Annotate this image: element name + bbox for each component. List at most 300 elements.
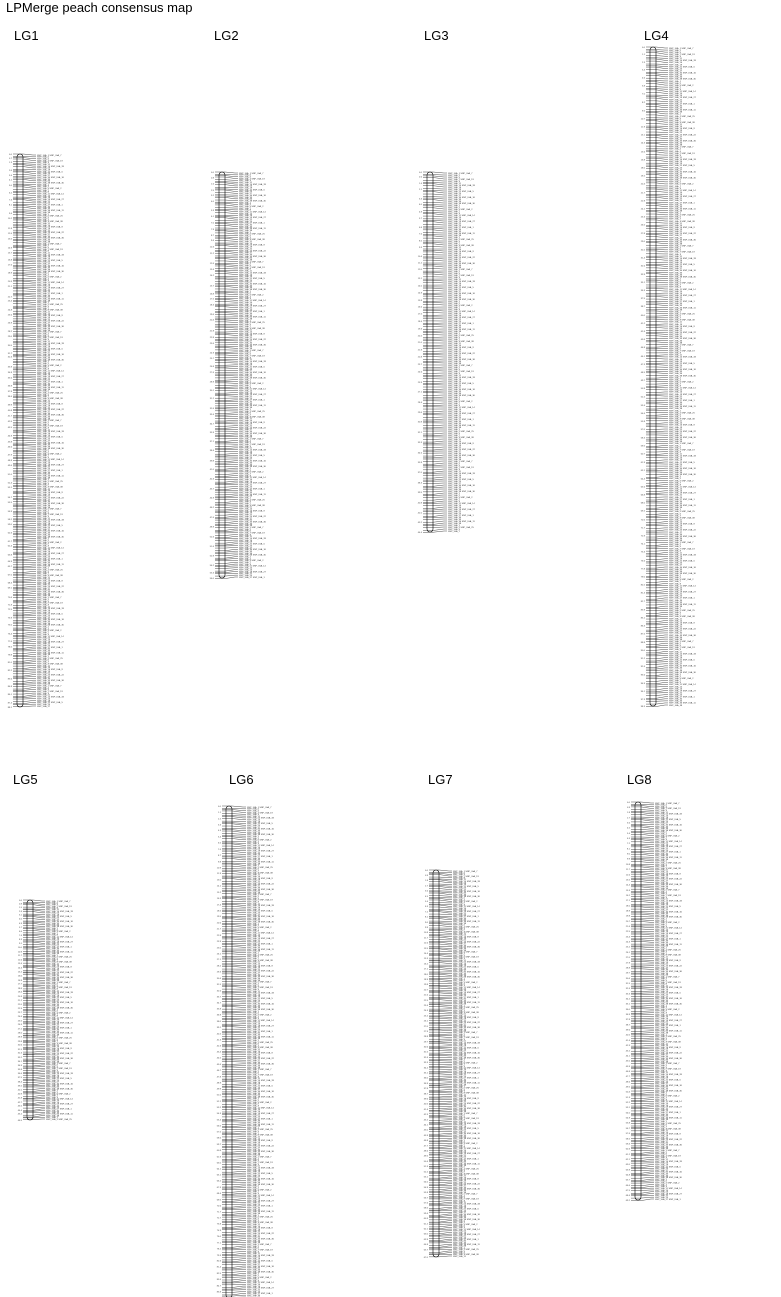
position-label: 27.1 bbox=[216, 959, 221, 962]
position-label: 20.3 bbox=[7, 281, 12, 284]
marker-label: SNP_IGA_5 bbox=[247, 1160, 259, 1163]
position-label: 5.4 bbox=[217, 836, 221, 839]
marker-label: SNP_IGA_1 bbox=[448, 204, 460, 207]
position-label: 58.6 bbox=[216, 1137, 221, 1140]
position-label: 72.9 bbox=[640, 535, 645, 538]
marker-label: SNP_IGA_19 SNP_IGA_27 bbox=[669, 690, 696, 693]
position-label: 83.6 bbox=[216, 1279, 221, 1282]
position-label: 14.9 bbox=[7, 247, 12, 250]
position-label: 42.7 bbox=[17, 1101, 22, 1104]
position-label: 76.4 bbox=[7, 633, 12, 636]
marker-label: SNP_IGA_5 bbox=[37, 689, 49, 692]
position-label: 37.5 bbox=[17, 1077, 22, 1080]
marker-label: SNP_IGA_14 SNP_IGA_33 bbox=[247, 1254, 274, 1257]
position-label: 77.1 bbox=[216, 1242, 221, 1245]
marker-label: SNP_IGA_11 SNP_IGA_14 bbox=[37, 458, 64, 461]
marker-label: SNP_IGA_22 bbox=[37, 407, 51, 410]
marker-label: SNP_IGA_2 SNP_IGA_25 bbox=[46, 956, 72, 959]
marker-label: SNP_IGA_38 SNP_IGA_30 bbox=[247, 1096, 274, 1099]
marker-label: SNP_IGA_14 bbox=[247, 1050, 261, 1053]
marker-label: SNP_IGA_25 bbox=[453, 914, 467, 917]
position-label: 37.5 bbox=[640, 298, 645, 301]
marker-label: SNP_IGA_22 bbox=[37, 495, 51, 498]
marker-label: SNP_IGA_11 bbox=[669, 58, 682, 61]
position-label: 14.0 bbox=[417, 285, 422, 288]
marker-label: SNP_IGA_16 SNP_IGA_9 bbox=[239, 244, 265, 247]
marker-label: SNP_IGA_2 bbox=[37, 333, 49, 336]
marker-label: SNP_IGA_22 bbox=[247, 881, 261, 884]
marker-label: SNP_IGA_38 bbox=[37, 654, 51, 657]
marker-label: SNP_IGA_33 SNP_IGA_36 bbox=[453, 1027, 480, 1030]
position-label: 87.4 bbox=[7, 702, 12, 705]
marker-label: SNP_IGA_25 bbox=[247, 1262, 261, 1265]
position-label: 8.5 bbox=[418, 240, 422, 243]
position-label: 22.0 bbox=[17, 1003, 22, 1006]
marker-label: SNP_IGA_38 SNP_IGA_30 bbox=[247, 1008, 274, 1011]
position-label: 12.6 bbox=[209, 263, 214, 266]
marker-label: SNP_IGA_38 bbox=[448, 522, 462, 525]
marker-label: SNP_IGA_14 bbox=[37, 195, 51, 198]
marker-label: SNP_IGA_25 SNP_IGA_22 bbox=[239, 427, 266, 430]
marker-label: SNP_IGA_5 bbox=[46, 1066, 58, 1069]
marker-label: SNP_IGA_7 SNP_IGA_19 bbox=[669, 350, 695, 353]
marker-label: SNP_IGA_27 bbox=[448, 482, 462, 485]
marker-label: SNP_IGA_22 SNP_IGA_5 bbox=[453, 885, 479, 888]
marker-label: SNP_IGA_38 bbox=[37, 477, 51, 480]
marker-label: SNP_IGA_16 bbox=[453, 1043, 467, 1046]
marker-label: SNP_IGA_22 bbox=[239, 307, 253, 310]
position-label: 27.1 bbox=[417, 391, 422, 394]
marker-label: SNP_IGA_19 bbox=[669, 525, 683, 528]
marker-label: SNP_IGA_33 SNP_IGA_36 bbox=[448, 454, 475, 457]
marker-label: SNP_IGA_2 SNP_IGA_25 bbox=[669, 115, 695, 118]
marker-label: SNP_IGA_14 bbox=[669, 620, 683, 623]
position-label: 10.9 bbox=[17, 951, 22, 954]
marker-label: SNP_IGA_19 bbox=[669, 459, 683, 462]
marker-label: SNP_IGA_36 SNP_IGA_11 bbox=[247, 1123, 274, 1126]
marker-label: SNP_IGA_19 bbox=[46, 914, 60, 917]
marker-label: SNP_IGA_2 bbox=[239, 558, 251, 561]
marker-label: SNP_IGA_2 bbox=[247, 1245, 259, 1248]
marker-label: SNP_IGA_27 bbox=[669, 334, 683, 337]
marker-label: SNP_IGA_7 bbox=[239, 325, 251, 328]
marker-label: SNP_IGA_11 SNP_IGA_14 bbox=[37, 281, 64, 284]
marker-label: SNP_IGA_25 bbox=[669, 562, 683, 565]
position-label: 52.2 bbox=[640, 396, 645, 399]
marker-label: SNP_IGA_16 bbox=[669, 62, 683, 65]
marker-label: SNP_IGA_7 bbox=[247, 1103, 259, 1106]
position-label: 39.2 bbox=[17, 1085, 22, 1088]
marker-label: SNP_IGA_33 bbox=[247, 1209, 261, 1212]
marker-label: SNP_IGA_38 bbox=[669, 144, 683, 147]
marker-label: SNP_IGA_22 bbox=[669, 297, 683, 300]
marker-label: SNP_IGA_5 bbox=[46, 958, 58, 961]
marker-label: SNP_IGA_33 SNP_IGA_36 bbox=[239, 344, 266, 347]
marker-label: SNP_IGA_9 bbox=[46, 907, 58, 910]
position-label: 83.9 bbox=[640, 609, 645, 612]
position-label: 49.6 bbox=[7, 465, 12, 468]
marker-label: SNP_IGA_22 bbox=[448, 414, 462, 417]
position-label: 22.9 bbox=[17, 1008, 22, 1011]
marker-label: SNP_IGA_25 bbox=[669, 68, 683, 71]
marker-label: SNP_IGA_5 bbox=[239, 530, 251, 533]
marker-label: SNP_IGA_14 bbox=[448, 440, 462, 443]
marker-label: SNP_IGA_19 SNP_IGA_27 bbox=[37, 287, 64, 290]
marker-label: SNP_IGA_2 bbox=[37, 363, 49, 366]
marker-label: SNP_IGA_30 bbox=[669, 303, 683, 306]
position-label: 2.5 bbox=[210, 189, 214, 192]
position-label: 5.0 bbox=[8, 185, 12, 188]
marker-label: SNP_IGA_38 bbox=[239, 348, 253, 351]
position-label: 78.2 bbox=[216, 1248, 221, 1251]
marker-label: SNP_IGA_19 bbox=[669, 64, 683, 67]
marker-label: SNP_IGA_22 SNP_IGA_5 bbox=[669, 165, 695, 168]
position-label: 6.2 bbox=[8, 192, 12, 195]
marker-label: SNP_IGA_19 bbox=[239, 276, 253, 279]
marker-label: SNP_IGA_1 SNP_IGA_7 bbox=[37, 685, 62, 688]
marker-label: SNP_IGA_22 bbox=[37, 230, 51, 233]
marker-label: SNP_IGA_14 bbox=[37, 460, 51, 463]
position-label: 17.5 bbox=[209, 298, 214, 301]
marker-label: SNP_IGA_19 bbox=[453, 1018, 467, 1021]
marker-label: SNP_IGA_9 bbox=[669, 286, 681, 289]
marker-label: SNP_IGA_38 bbox=[37, 418, 51, 421]
marker-label: SNP_IGA_11 bbox=[239, 359, 252, 362]
marker-label: SNP_IGA_11 SNP_IGA_14 bbox=[247, 845, 274, 848]
marker-label: SNP_IGA_2 bbox=[247, 1012, 259, 1015]
marker-label: SNP_IGA_36 bbox=[669, 340, 683, 343]
marker-label: SNP_IGA_27 bbox=[669, 367, 683, 370]
marker-label: SNP_IGA_27 bbox=[669, 531, 683, 534]
marker-label: SNP_IGA_7 bbox=[669, 416, 681, 419]
marker-label: SNP_IGA_7 bbox=[669, 185, 681, 188]
marker-label: SNP_IGA_33 bbox=[669, 404, 683, 407]
marker-label: SNP_IGA_5 bbox=[37, 158, 49, 161]
marker-label: SNP_IGA_38 bbox=[669, 408, 683, 411]
marker-label: SNP_IGA_2 bbox=[247, 1274, 259, 1277]
marker-label: SNP_IGA_14 SNP_IGA_33 bbox=[247, 1080, 274, 1083]
marker-label: SNP_IGA_25 bbox=[669, 661, 683, 664]
marker-label: SNP_IGA_16 bbox=[669, 490, 683, 493]
marker-label: SNP_IGA_2 bbox=[247, 925, 259, 928]
marker-label: SNP_IGA_30 bbox=[37, 589, 51, 592]
marker-label: SNP_IGA_9 bbox=[669, 253, 681, 256]
marker-label: SNP_IGA_7 bbox=[448, 402, 460, 405]
position-label: 47.6 bbox=[209, 516, 214, 519]
position-label: 22.8 bbox=[216, 934, 221, 937]
marker-label: SNP_IGA_36 bbox=[239, 287, 253, 290]
marker-label: SNP_IGA_16 bbox=[37, 551, 51, 554]
marker-label: SNP_IGA_22 bbox=[448, 318, 462, 321]
marker-label: SNP_IGA_14 SNP_IGA_33 bbox=[247, 1167, 274, 1170]
marker-label: SNP_IGA_11 bbox=[247, 1165, 260, 1168]
marker-label: SNP_IGA_25 bbox=[448, 384, 462, 387]
marker-label: SNP_IGA_30 bbox=[448, 516, 462, 519]
position-label: 0.7 bbox=[8, 158, 12, 161]
marker-label: SNP_IGA_22 SNP_IGA_5 bbox=[247, 998, 273, 1001]
marker-label: SNP_IGA_9 SNP_IGA_38 bbox=[239, 239, 265, 242]
position-label: 45.8 bbox=[7, 441, 12, 444]
position-label: 28.4 bbox=[417, 402, 422, 405]
marker-label: SNP_IGA_2 SNP_IGA_25 bbox=[448, 238, 474, 241]
marker-label: SNP_IGA_38 bbox=[453, 949, 467, 952]
marker-label: SNP_IGA_14 SNP_IGA_33 bbox=[37, 696, 64, 699]
marker-label: SNP_IGA_30 bbox=[239, 313, 253, 316]
marker-label: SNP_IGA_1 bbox=[46, 1090, 58, 1093]
position-label: 32.6 bbox=[216, 990, 221, 993]
marker-label: SNP_IGA_14 bbox=[669, 686, 683, 689]
position-label: 28.9 bbox=[209, 381, 214, 384]
position-label: 47.8 bbox=[216, 1076, 221, 1079]
marker-label: SNP_IGA_5 bbox=[669, 216, 681, 219]
marker-label: SNP_IGA_9 SNP_IGA_38 bbox=[669, 319, 695, 322]
marker-label: SNP_IGA_11 bbox=[247, 815, 260, 818]
marker-label: SNP_IGA_7 bbox=[37, 366, 49, 369]
position-label: 55.4 bbox=[216, 1119, 221, 1122]
marker-label: SNP_IGA_5 bbox=[448, 240, 460, 243]
marker-label: SNP_IGA_36 bbox=[453, 975, 467, 978]
position-label: 23.6 bbox=[209, 342, 214, 345]
marker-label: SNP_IGA_19 bbox=[247, 967, 261, 970]
marker-label: SNP_IGA_36 SNP_IGA_11 bbox=[453, 1001, 480, 1004]
marker-label: SNP_IGA_11 bbox=[46, 1071, 59, 1074]
marker-label: SNP_IGA_22 bbox=[448, 350, 462, 353]
marker-label: SNP_IGA_14 bbox=[37, 490, 51, 493]
marker-label: SNP_IGA_27 bbox=[37, 587, 51, 590]
marker-label: SNP_IGA_7 SNP_IGA_19 bbox=[37, 337, 63, 340]
marker-label: SNP_IGA_22 SNP_IGA_5 bbox=[669, 66, 695, 69]
marker-label: SNP_IGA_5 SNP_IGA_2 bbox=[239, 383, 264, 386]
position-label: 8.1 bbox=[8, 204, 12, 207]
marker-label: SNP_IGA_9 bbox=[669, 550, 681, 553]
marker-label: SNP_IGA_14 SNP_IGA_33 bbox=[239, 538, 266, 541]
marker-label: SNP_IGA_5 SNP_IGA_2 bbox=[448, 400, 473, 403]
marker-label: SNP_IGA_1 bbox=[669, 212, 681, 215]
marker-label: SNP_IGA_38 bbox=[453, 922, 467, 925]
marker-label: SNP_IGA_11 bbox=[37, 429, 50, 432]
marker-label: SNP_IGA_19 SNP_IGA_27 bbox=[37, 375, 64, 378]
position-label: 39.9 bbox=[7, 404, 12, 407]
marker-label: SNP_IGA_16 bbox=[453, 963, 467, 966]
marker-label: SNP_IGA_19 bbox=[37, 316, 51, 319]
marker-label: SNP_IGA_19 SNP_IGA_27 bbox=[239, 217, 266, 220]
marker-label: SNP_IGA_7 bbox=[669, 317, 681, 320]
position-label: 42.0 bbox=[417, 512, 422, 515]
marker-label: SNP_IGA_25 bbox=[247, 999, 261, 1002]
marker-label: SNP_IGA_38 SNP_IGA_30 bbox=[453, 976, 480, 979]
marker-label: SNP_IGA_22 bbox=[37, 584, 51, 587]
marker-label: SNP_IGA_16 bbox=[448, 186, 462, 189]
marker-label: SNP_IGA_7 SNP_IGA_19 bbox=[453, 1037, 479, 1040]
marker-label: SNP_IGA_19 bbox=[239, 335, 253, 338]
marker-label: SNP_IGA_27 bbox=[448, 194, 462, 197]
position-label: 21.7 bbox=[216, 928, 221, 931]
position-label: 14.3 bbox=[17, 967, 22, 970]
marker-label: SNP_IGA_2 bbox=[247, 1158, 259, 1161]
marker-label: SNP_IGA_36 bbox=[37, 357, 51, 360]
marker-label: SNP_IGA_9 bbox=[453, 958, 465, 961]
marker-label: SNP_IGA_38 bbox=[46, 980, 60, 983]
position-label: 21.9 bbox=[209, 330, 214, 333]
marker-label: SNP_IGA_7 SNP_IGA_19 bbox=[453, 875, 479, 878]
marker-label: SNP_IGA_16 bbox=[37, 609, 51, 612]
marker-label: SNP_IGA_11 SNP_IGA_14 bbox=[46, 936, 73, 939]
position-label: 40.8 bbox=[417, 502, 422, 505]
marker-label: SNP_IGA_14 SNP_IGA_33 bbox=[37, 254, 64, 257]
marker-label: SNP_IGA_38 SNP_IGA_30 bbox=[669, 671, 696, 674]
marker-label: SNP_IGA_33 bbox=[448, 390, 462, 393]
marker-label: SNP_IGA_11 SNP_IGA_14 bbox=[239, 477, 266, 480]
position-label: 9.3 bbox=[418, 247, 422, 250]
position-label: 26.9 bbox=[7, 322, 12, 325]
marker-label: SNP_IGA_36 bbox=[37, 328, 51, 331]
marker-label: SNP_IGA_5 bbox=[239, 265, 251, 268]
position-label: 4.0 bbox=[210, 200, 214, 203]
marker-label: SNP_IGA_30 bbox=[669, 632, 683, 635]
marker-label: SNP_IGA_1 bbox=[247, 835, 259, 838]
marker-label: SNP_IGA_36 SNP_IGA_11 bbox=[247, 948, 274, 951]
marker-label: SNP_IGA_19 bbox=[669, 163, 683, 166]
marker-label: SNP_IGA_9 bbox=[453, 1038, 465, 1041]
marker-label: SNP_IGA_5 SNP_IGA_2 bbox=[239, 471, 264, 474]
marker-label: SNP_IGA_19 SNP_IGA_27 bbox=[448, 220, 475, 223]
position-label: 9.1 bbox=[18, 942, 22, 945]
marker-label: SNP_IGA_11 SNP_IGA_14 bbox=[247, 932, 274, 935]
marker-label: SNP_IGA_38 bbox=[247, 1067, 261, 1070]
marker-label: SNP_IGA_33 bbox=[669, 667, 683, 670]
marker-label: SNP_IGA_11 bbox=[453, 1013, 466, 1016]
marker-label: SNP_IGA_2 SNP_IGA_25 bbox=[247, 1129, 273, 1132]
marker-label: SNP_IGA_1 bbox=[239, 379, 251, 382]
marker-label: SNP_IGA_27 bbox=[247, 1089, 261, 1092]
position-label: 5.7 bbox=[18, 926, 22, 929]
marker-label: SNP_IGA_25 bbox=[448, 416, 462, 419]
marker-label: SNP_IGA_9 bbox=[453, 904, 465, 907]
position-label: 61.9 bbox=[640, 461, 645, 464]
position-label: 0.8 bbox=[18, 903, 22, 906]
marker-label: SNP_IGA_25 bbox=[239, 279, 253, 282]
marker-label: SNP_IGA_2 SNP_IGA_25 bbox=[453, 1006, 479, 1009]
position-label: 35.8 bbox=[417, 462, 422, 465]
marker-label: SNP_IGA_1 SNP_IGA_7 bbox=[46, 1063, 71, 1066]
position-label: 28.9 bbox=[17, 1036, 22, 1039]
position-label: 25.0 bbox=[216, 947, 221, 950]
marker-label: SNP_IGA_22 bbox=[247, 852, 261, 855]
marker-label: SNP_IGA_16 SNP_IGA_9 bbox=[448, 250, 474, 253]
marker-label: SNP_IGA_9 SNP_IGA_38 bbox=[46, 1042, 72, 1045]
position-label: 36.9 bbox=[216, 1014, 221, 1017]
marker-label: SNP_IGA_7 bbox=[239, 503, 251, 506]
position-label: 63.0 bbox=[216, 1162, 221, 1165]
position-label: 61.9 bbox=[216, 1156, 221, 1159]
marker-label: SNP_IGA_27 SNP_IGA_1 bbox=[453, 996, 479, 999]
marker-label: SNP_IGA_25 bbox=[669, 463, 683, 466]
marker-label: SNP_IGA_25 bbox=[46, 1106, 60, 1109]
position-label: 26.5 bbox=[640, 224, 645, 227]
marker-label: SNP_IGA_9 bbox=[37, 515, 49, 518]
marker-label: SNP_IGA_22 bbox=[669, 132, 683, 135]
marker-label: SNP_IGA_19 bbox=[247, 1083, 261, 1086]
marker-label: SNP_IGA_9 bbox=[669, 154, 681, 157]
position-label: 5.3 bbox=[210, 210, 214, 213]
marker-label: SNP_IGA_36 bbox=[37, 622, 51, 625]
marker-label: SNP_IGA_7 bbox=[239, 384, 251, 387]
marker-label: SNP_IGA_36 bbox=[37, 534, 51, 537]
marker-label: SNP_IGA_22 bbox=[669, 494, 683, 497]
marker-label: SNP_IGA_22 SNP_IGA_5 bbox=[453, 966, 479, 969]
marker-label: SNP_IGA_11 bbox=[46, 909, 59, 912]
marker-label: SNP_IGA_5 SNP_IGA_2 bbox=[247, 1014, 272, 1017]
marker-label: SNP_IGA_5 SNP_IGA_2 bbox=[448, 496, 473, 499]
marker-label: SNP_IGA_2 bbox=[247, 808, 259, 811]
marker-label: SNP_IGA_30 bbox=[37, 560, 51, 563]
position-label: 66.8 bbox=[640, 494, 645, 497]
marker-label: SNP_IGA_22 bbox=[247, 1056, 261, 1059]
marker-label: SNP_IGA_22 SNP_IGA_5 bbox=[37, 702, 63, 705]
position-label: 41.3 bbox=[216, 1039, 221, 1042]
marker-label: SNP_IGA_19 SNP_IGA_27 bbox=[247, 937, 274, 940]
marker-label: SNP_IGA_7 bbox=[37, 573, 49, 576]
marker-label: SNP_IGA_16 bbox=[247, 819, 261, 822]
position-label: 37.0 bbox=[417, 471, 422, 474]
marker-label: SNP_IGA_7 SNP_IGA_19 bbox=[46, 1068, 72, 1071]
marker-label: SNP_IGA_30 SNP_IGA_16 bbox=[37, 619, 64, 622]
marker-label: SNP_IGA_1 SNP_IGA_7 bbox=[46, 981, 71, 984]
marker-label: SNP_IGA_30 bbox=[239, 431, 253, 434]
position-label: 1.1 bbox=[217, 812, 221, 815]
lg-label: LG7 bbox=[428, 772, 453, 787]
marker-label: SNP_IGA_27 bbox=[37, 617, 51, 620]
marker-label: SNP_IGA_19 SNP_IGA_27 bbox=[453, 991, 480, 994]
marker-label: SNP_IGA_1 bbox=[669, 377, 681, 380]
position-label: 57.0 bbox=[640, 428, 645, 431]
marker-label: SNP_IGA_9 bbox=[448, 372, 460, 375]
lg-label: LG5 bbox=[13, 772, 38, 787]
marker-label: SNP_IGA_36 SNP_IGA_11 bbox=[37, 298, 64, 301]
marker-label: SNP_IGA_11 bbox=[448, 470, 461, 473]
marker-label: SNP_IGA_19 bbox=[669, 657, 683, 660]
marker-label: SNP_IGA_11 bbox=[239, 329, 252, 332]
position-label: 48.9 bbox=[216, 1082, 221, 1085]
marker-label: SNP_IGA_1 bbox=[46, 954, 58, 957]
marker-label: SNP_IGA_25 bbox=[453, 968, 467, 971]
marker-label: SNP_IGA_9 bbox=[37, 457, 49, 460]
marker-label: SNP_IGA_25 bbox=[37, 261, 51, 264]
marker-label: SNP_IGA_11 bbox=[669, 124, 682, 127]
position-label: 3.4 bbox=[8, 175, 12, 178]
marker-label: SNP_IGA_1 SNP_IGA_7 bbox=[37, 420, 62, 423]
marker-label: SNP_IGA_1 bbox=[247, 952, 259, 955]
marker-label: SNP_IGA_27 SNP_IGA_1 bbox=[247, 1030, 273, 1033]
marker-label: SNP_IGA_25 SNP_IGA_22 bbox=[37, 674, 64, 677]
marker-label: SNP_IGA_14 SNP_IGA_33 bbox=[448, 184, 475, 187]
marker-label: SNP_IGA_14 bbox=[37, 637, 51, 640]
marker-label: SNP_IGA_1 bbox=[448, 524, 460, 527]
marker-label: SNP_IGA_30 bbox=[247, 1120, 261, 1123]
marker-label: SNP_IGA_33 bbox=[453, 919, 467, 922]
marker-label: SNP_IGA_36 bbox=[239, 257, 253, 260]
marker-label: SNP_IGA_36 bbox=[247, 1007, 261, 1010]
marker-label: SNP_IGA_38 SNP_IGA_30 bbox=[37, 447, 64, 450]
marker-label: SNP_IGA_36 bbox=[239, 198, 253, 201]
position-label: 15.2 bbox=[216, 891, 221, 894]
position-label: 67.0 bbox=[7, 574, 12, 577]
marker-label: SNP_IGA_2 bbox=[37, 687, 49, 690]
marker-label: SNP_IGA_19 bbox=[37, 582, 51, 585]
marker-label: SNP_IGA_25 bbox=[448, 288, 462, 291]
marker-label: SNP_IGA_27 SNP_IGA_1 bbox=[669, 202, 695, 205]
marker-label: SNP_IGA_27 bbox=[37, 676, 51, 679]
